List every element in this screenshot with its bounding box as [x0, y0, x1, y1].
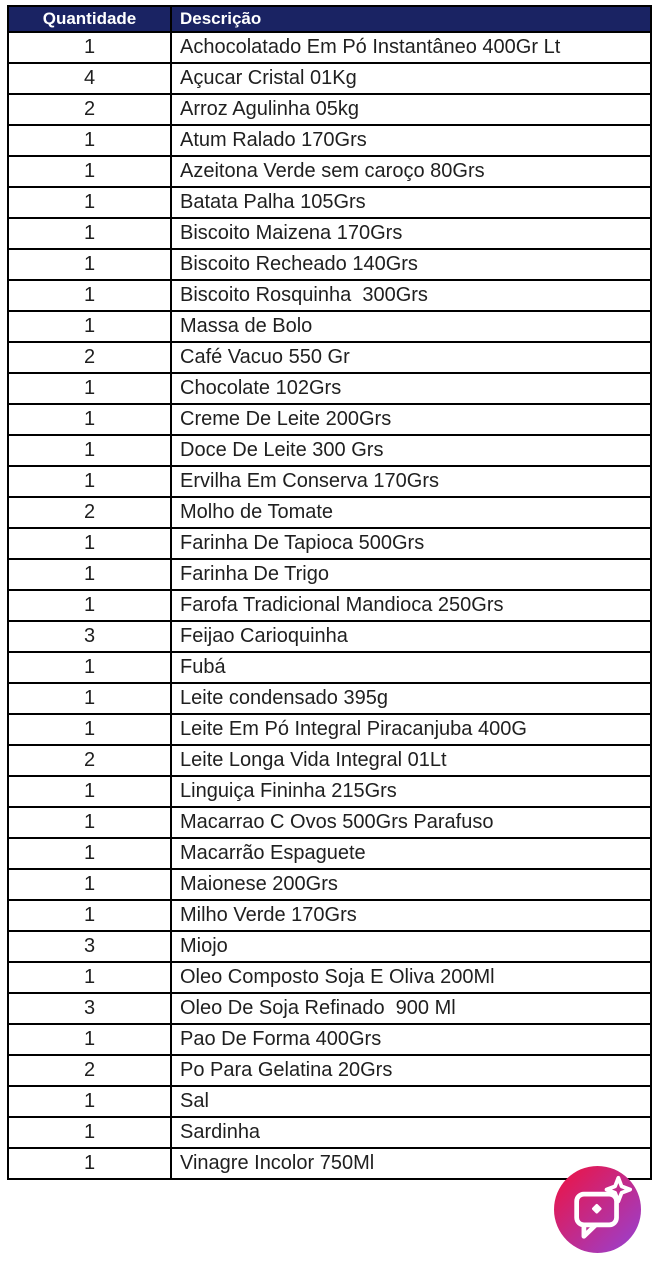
- table-row: [8, 280, 651, 311]
- quantity-cell: 2: [8, 745, 171, 776]
- description-cell: Batata Palha 105Grs: [171, 187, 651, 218]
- quantity-cell: 1: [8, 590, 171, 621]
- table-row: [8, 156, 651, 187]
- quantity-cell: 1: [8, 528, 171, 559]
- description-cell: Farofa Tradicional Mandioca 250Grs: [171, 590, 651, 621]
- table-row: [8, 32, 651, 63]
- table-row: [8, 497, 651, 528]
- description-cell: Feijao Carioquinha: [171, 621, 651, 652]
- table-row: [8, 931, 651, 962]
- table-row: [8, 1117, 651, 1148]
- description-cell: Molho de Tomate: [171, 497, 651, 528]
- description-cell: Macarrao C Ovos 500Grs Parafuso: [171, 807, 651, 838]
- table-row: [8, 993, 651, 1024]
- table-row: [8, 869, 651, 900]
- table-row: [8, 807, 651, 838]
- description-cell: Achocolatado Em Pó Instantâneo 400Gr Lt: [171, 32, 651, 63]
- table-row: [8, 311, 651, 342]
- table-row: [8, 962, 651, 993]
- quantity-cell: 1: [8, 32, 171, 63]
- description-cell: Atum Ralado 170Grs: [171, 125, 651, 156]
- description-cell: Po Para Gelatina 20Grs: [171, 1055, 651, 1086]
- quantity-cell: 1: [8, 683, 171, 714]
- description-cell: Café Vacuo 550 Gr: [171, 342, 651, 373]
- description-cell: Sal: [171, 1086, 651, 1117]
- description-cell: Leite condensado 395g: [171, 683, 651, 714]
- quantity-cell: 1: [8, 900, 171, 931]
- table-row: [8, 249, 651, 280]
- table-row: [8, 94, 651, 125]
- quantity-cell: 1: [8, 1117, 171, 1148]
- description-cell: Oleo Composto Soja E Oliva 200Ml: [171, 962, 651, 993]
- table-row: [8, 1055, 651, 1086]
- description-cell: Macarrão Espaguete: [171, 838, 651, 869]
- quantity-cell: 1: [8, 156, 171, 187]
- description-cell: Ervilha Em Conserva 170Grs: [171, 466, 651, 497]
- quantity-cell: 1: [8, 869, 171, 900]
- description-cell: Leite Em Pó Integral Piracanjuba 400G: [171, 714, 651, 745]
- description-cell: Fubá: [171, 652, 651, 683]
- description-cell: Sardinha: [171, 1117, 651, 1148]
- quantity-cell: 1: [8, 807, 171, 838]
- table-body: [8, 32, 651, 1179]
- quantity-cell: 1: [8, 776, 171, 807]
- shopping-list-table: [7, 5, 652, 1180]
- quantity-cell: 1: [8, 714, 171, 745]
- table-row: [8, 187, 651, 218]
- chat-sparkle-icon: [554, 1166, 641, 1253]
- description-cell: Chocolate 102Grs: [171, 373, 651, 404]
- description-cell: Milho Verde 170Grs: [171, 900, 651, 931]
- description-cell: Massa de Bolo: [171, 311, 651, 342]
- chat-fab-button[interactable]: [554, 1166, 641, 1253]
- header-row: [8, 6, 651, 32]
- table-row: [8, 776, 651, 807]
- description-cell: Leite Longa Vida Integral 01Lt: [171, 745, 651, 776]
- table-row: [8, 590, 651, 621]
- quantity-cell: 1: [8, 280, 171, 311]
- table-row: [8, 714, 651, 745]
- table-row: [8, 1086, 651, 1117]
- quantity-cell: 1: [8, 466, 171, 497]
- quantity-cell: 2: [8, 342, 171, 373]
- quantity-cell: 3: [8, 621, 171, 652]
- description-cell: Linguiça Fininha 215Grs: [171, 776, 651, 807]
- quantity-cell: 1: [8, 218, 171, 249]
- quantity-cell: 1: [8, 311, 171, 342]
- quantity-cell: 3: [8, 993, 171, 1024]
- description-cell: Doce De Leite 300 Grs: [171, 435, 651, 466]
- description-cell: Creme De Leite 200Grs: [171, 404, 651, 435]
- table-row: [8, 900, 651, 931]
- quantity-cell: 1: [8, 435, 171, 466]
- quantity-cell: 1: [8, 652, 171, 683]
- quantity-cell: 1: [8, 962, 171, 993]
- description-cell: Pao De Forma 400Grs: [171, 1024, 651, 1055]
- description-column-header: Descrição: [171, 6, 651, 32]
- quantity-cell: 1: [8, 373, 171, 404]
- table-row: [8, 1024, 651, 1055]
- quantity-cell: 2: [8, 1055, 171, 1086]
- description-cell: Azeitona Verde sem caroço 80Grs: [171, 156, 651, 187]
- table-row: [8, 621, 651, 652]
- quantity-cell: 1: [8, 1148, 171, 1179]
- description-cell: Biscoito Recheado 140Grs: [171, 249, 651, 280]
- table-row: [8, 745, 651, 776]
- quantity-cell: 1: [8, 1086, 171, 1117]
- quantity-cell: 1: [8, 1024, 171, 1055]
- table-row: [8, 559, 651, 590]
- table-row: [8, 683, 651, 714]
- table-row: [8, 125, 651, 156]
- quantity-cell: 1: [8, 249, 171, 280]
- table-row: [8, 838, 651, 869]
- table-row: [8, 528, 651, 559]
- quantity-cell: 2: [8, 94, 171, 125]
- description-cell: Biscoito Rosquinha 300Grs: [171, 280, 651, 311]
- description-cell: Açucar Cristal 01Kg: [171, 63, 651, 94]
- quantity-column-header: Quantidade: [8, 6, 171, 32]
- table-row: [8, 652, 651, 683]
- quantity-cell: 1: [8, 125, 171, 156]
- description-cell: Arroz Agulinha 05kg: [171, 94, 651, 125]
- table-row: [8, 404, 651, 435]
- quantity-cell: 3: [8, 931, 171, 962]
- description-cell: Farinha De Trigo: [171, 559, 651, 590]
- table-row: [8, 63, 651, 94]
- table-row: [8, 435, 651, 466]
- description-cell: Oleo De Soja Refinado 900 Ml: [171, 993, 651, 1024]
- table-row: [8, 373, 651, 404]
- table-row: [8, 466, 651, 497]
- quantity-cell: 1: [8, 838, 171, 869]
- quantity-cell: 1: [8, 559, 171, 590]
- description-cell: Maionese 200Grs: [171, 869, 651, 900]
- table-row: [8, 218, 651, 249]
- table-row: [8, 342, 651, 373]
- quantity-cell: 4: [8, 63, 171, 94]
- shopping-list: [7, 5, 650, 1180]
- table-header: [8, 6, 651, 32]
- quantity-cell: 2: [8, 497, 171, 528]
- quantity-cell: 1: [8, 187, 171, 218]
- description-cell: Vinagre Incolor 750Ml: [171, 1148, 651, 1179]
- quantity-cell: 1: [8, 404, 171, 435]
- description-cell: Biscoito Maizena 170Grs: [171, 218, 651, 249]
- description-cell: Farinha De Tapioca 500Grs: [171, 528, 651, 559]
- description-cell: Miojo: [171, 931, 651, 962]
